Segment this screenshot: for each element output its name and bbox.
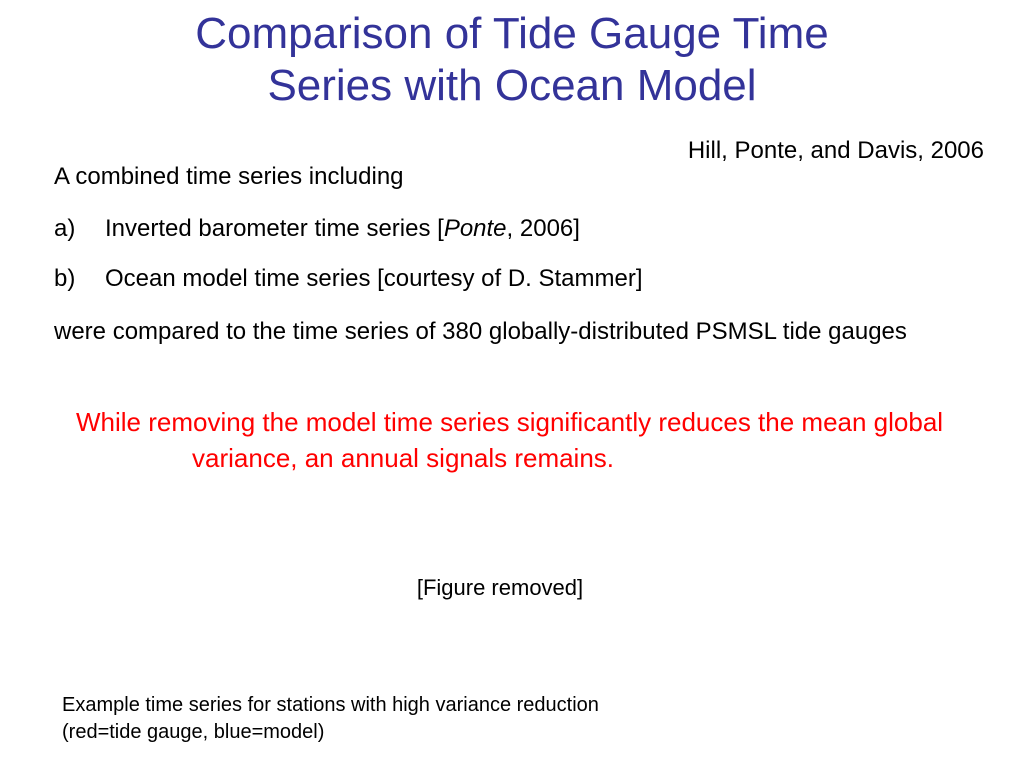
figure-placeholder: [Figure removed] — [416, 575, 584, 600]
caption-line-1: Example time series for stations with high variance reduction — [62, 694, 599, 716]
compared-text: were compared to the time series of 380 globally-distributed PSMSL tide gauges — [54, 318, 907, 345]
slide-title-line-1: Comparison of Tide Gauge Time — [195, 9, 829, 58]
list-marker-a: a) — [54, 215, 76, 242]
list-item-a — [54, 214, 580, 244]
list-item-a-text-after: , 2006] — [506, 215, 580, 242]
caption-line-2: (red=tide gauge, blue=model) — [62, 721, 325, 743]
highlight-text: While removing the model time series significantly reduces the mean global variance, an annual signals remains. — [76, 407, 944, 473]
list-marker-b: b) — [54, 265, 76, 292]
figure-caption — [62, 692, 599, 746]
slide-title — [0, 8, 1024, 112]
intro-text: A combined time series including — [54, 163, 404, 190]
list-item-a-italic: Ponte — [443, 215, 507, 242]
list-item-b-text: Ocean model time series [courtesy of D. Stammer] — [105, 265, 643, 292]
list-item-a-text-before: Inverted barometer time series [ — [105, 215, 444, 242]
list-item-b — [54, 264, 643, 294]
citation: Hill, Ponte, and Davis, 2006 — [687, 137, 984, 164]
slide-title-line-2: Series with Ocean Model — [267, 61, 757, 110]
